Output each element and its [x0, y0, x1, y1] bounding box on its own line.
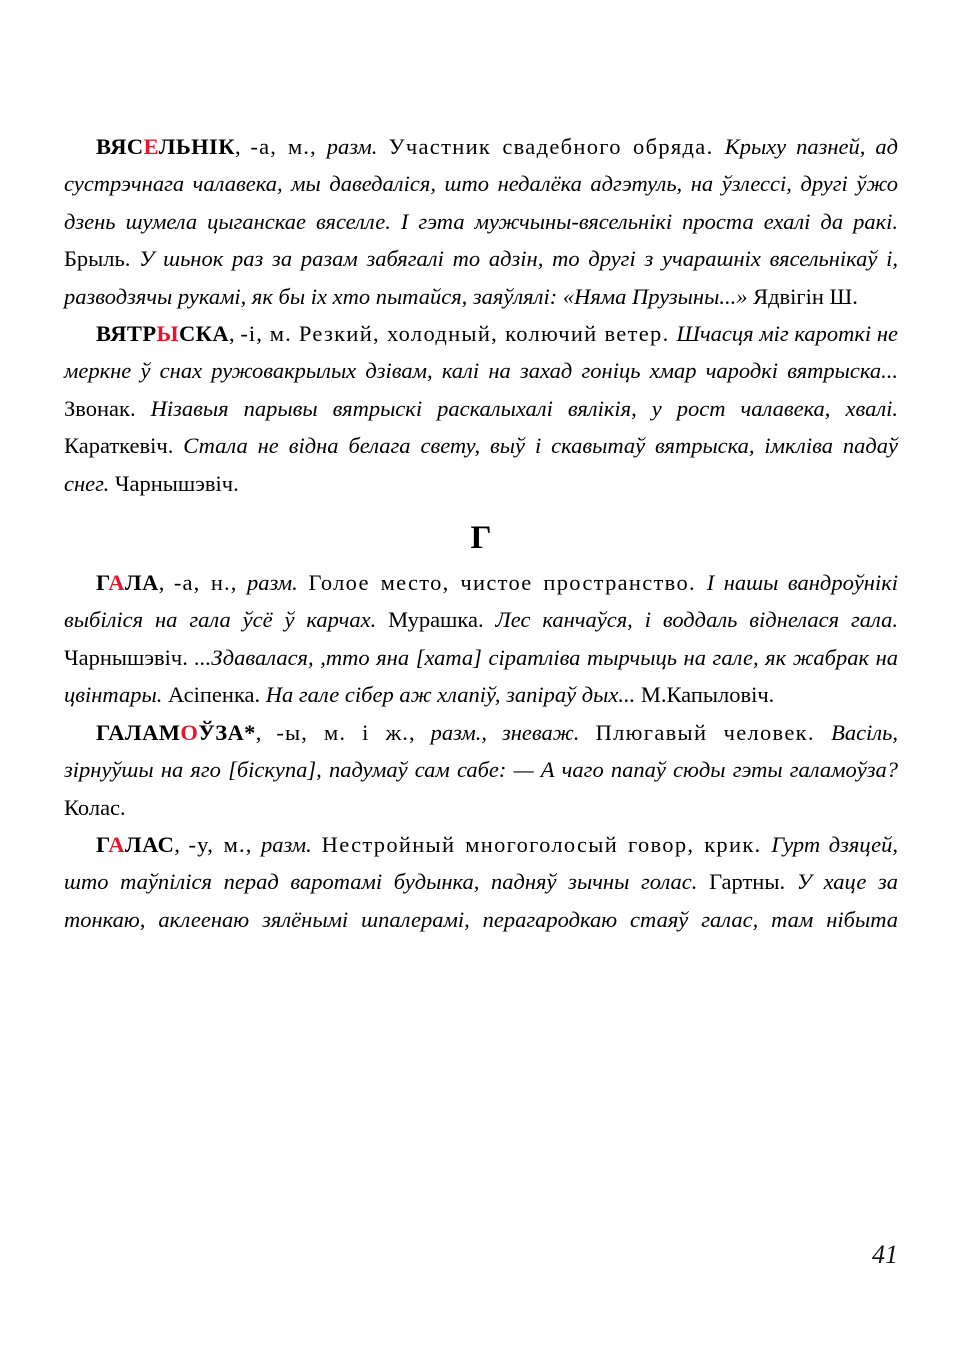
citation-author: М.Капыловіч. [635, 682, 775, 708]
citation-author: Чарнышэвіч. [109, 470, 239, 496]
text-column [64, 128, 898, 976]
headword-part: СКА [179, 321, 230, 347]
usage-label: разм. [237, 570, 298, 596]
citation-quote: Крыху пазней, ад сустрэчнага чалавека, мы даведаліся, што недалёка адгэтуль, на ўзлессі, другі ўжо дзень шумела цыганскае вяселле. І гэта мужчыны-вясельнікі проста ехалі да ракі. [64, 134, 898, 234]
letter-section-header: Г [470, 520, 492, 557]
stress-accent-letter: Е [143, 134, 159, 159]
citation-author: Ядвігін Ш. [747, 283, 858, 309]
headword-separator: , [174, 831, 189, 857]
usage-label: разм. [252, 831, 312, 857]
citation-quote: Стала не відна белага свету, выў і скавытаў вятрыска, імкліва падаў снег. [64, 433, 898, 496]
citation-author: Брыль. [64, 246, 131, 272]
asterisk-marker: * [244, 719, 256, 745]
headword-halamouza [96, 720, 256, 745]
dictionary-entry-vyatryska [64, 315, 898, 502]
citation-quote: Лес канчаўся, і воддаль віднелася гала. [483, 607, 898, 633]
dictionary-entry-hala [64, 564, 898, 714]
headword-part: ЛА [124, 570, 159, 596]
citation-quote: Васіль, зірнуўшы на яго [біскупа], падумаў сам сабе: — А чаго папаў сюды гэты галамоўза? [64, 719, 898, 783]
grammar-tag: -ы, м. і ж., [276, 719, 416, 745]
citation-quote: Нізавыя парывы вятрыскі раскалыхалі вялікія, у рост чалавека, хвалі. [135, 395, 898, 421]
headword-separator: , [229, 321, 241, 347]
citation-author: Колас. [64, 794, 126, 820]
citation-author: Асіпенка. [162, 682, 261, 708]
citation-author: Гартны. [697, 869, 786, 895]
headword-part: Г [96, 831, 109, 857]
citation-quote: Шчасця міг кароткі не меркне ў снах ружовакрылых дзівам, калі на захад гоніць хмар чародкі вятрыска... [64, 321, 898, 384]
russian-gloss: Голое место, чистое пространство. [297, 570, 707, 596]
stress-accent-letter: А [108, 570, 125, 596]
citation-quote: У хаце за тонкаю, аклеенаю зялёнымі шпалерамі, перагародкаю стаяў галас, там нібыта [64, 869, 899, 932]
headword-part: ГАЛАМ [96, 719, 181, 745]
headword-part: Г [96, 570, 109, 596]
headword-part: ВЯТР [96, 321, 157, 347]
headword-hala [96, 570, 159, 595]
headword-part: ЛЬНІК [158, 134, 235, 159]
page-number: 41 [872, 1240, 898, 1269]
stress-accent-letter: О [180, 719, 199, 745]
headword-part: ЛАС [124, 831, 175, 857]
headword-vyatryska [96, 321, 229, 346]
citation-quote: І нашы вандроўнікі выбіліся на гала ўсё ў карчах. [64, 570, 898, 633]
citation-quote: На гале сібер аж хлапіў, запіраў дых... [260, 682, 636, 708]
grammar-tag: -і, м. [240, 321, 292, 347]
citation-quote: ...Здавалася, ,тто яна [хата] сіратліва тырчыць на гале, як жабрак на цвінтары. [64, 644, 898, 708]
headword-separator: , [158, 570, 174, 596]
stress-accent-letter: А [108, 831, 125, 857]
russian-gloss: Участник свадебного обряда. [377, 134, 725, 159]
headword-separator: , [255, 719, 277, 745]
dictionary-page [64, 0, 898, 1360]
dictionary-entry-vyaselnik [64, 128, 898, 315]
grammar-tag: -у, м., [188, 831, 253, 857]
citation-author: Мурашка. [376, 607, 484, 633]
russian-gloss: Резкий, холодный, колючий ветер. [291, 321, 677, 347]
citation-quote: Гурт дзяцей, што таўпіліся перад варотамі будынка, падняў зычны голас. [64, 831, 899, 895]
headword-part: ЎЗА [198, 719, 245, 745]
citation-author: Караткевіч. [64, 433, 174, 459]
dictionary-entry-halas [64, 826, 898, 976]
headword-halas [96, 832, 174, 857]
dictionary-entry-halamouza [64, 714, 898, 826]
citation-author: Чарнышэвіч. [64, 644, 188, 670]
headword-separator: , [234, 134, 251, 159]
headword-part: ВЯС [96, 134, 144, 159]
russian-gloss: Нестройный многоголосый говор, крик. [311, 831, 772, 857]
citation-author: Звонак. [64, 395, 136, 421]
citation-quote: У шьнок раз за разам забягалі то адзін, то другі з учарашніх вясельнікаў і, разводзячы рукамі, як бы іх хто пытайся, заяўлялі: «Няма Прузыны...» [64, 246, 898, 309]
grammar-tag: -а, м., [250, 134, 317, 159]
usage-label: разм. [316, 134, 378, 159]
usage-label: разм., зневаж. [415, 719, 580, 745]
russian-gloss: Плюгавый человек. [579, 719, 832, 745]
grammar-tag: -а, н., [173, 570, 238, 596]
stress-accent-letter: Ы [156, 321, 179, 347]
headword-vyaselnik [96, 134, 235, 159]
